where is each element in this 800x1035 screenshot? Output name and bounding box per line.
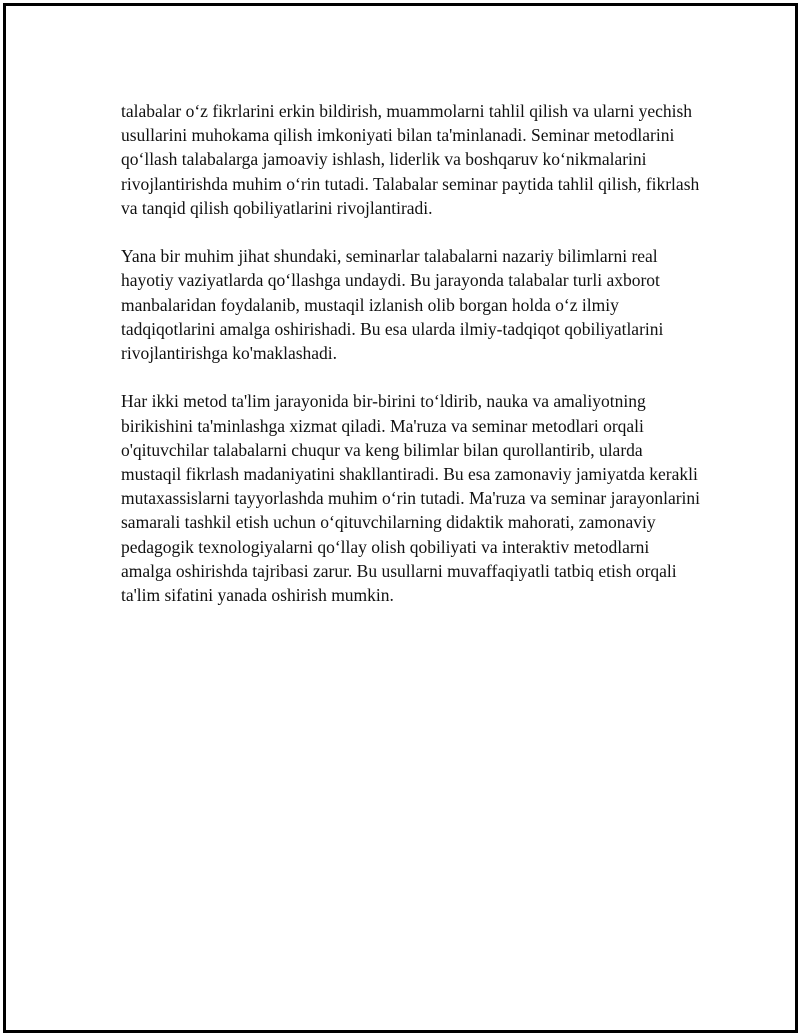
document-body [121,99,701,631]
paragraph-3: Har ikki metod ta'lim jarayonida bir-birini to‘ldirib, nauka va amaliyotning birikishini ta'minlashga xizmat qiladi. Ma'ruza va seminar metodlari orqali o'qituvchilar talabalarni chuqur va keng bilimlar bilan qurollantirib, ularda mustaqil fikrlash madaniyatini shakllantiradi. Bu esa zamonaviy jamiyatda kerakli mutaxassislarni tayyorlashda muhim o‘rin tutadi. Ma'ruza va seminar jarayonlarini samarali tashkil etish uchun o‘qituvchilarning didaktik mahorati, zamonaviy pedagogik texnologiyalarni qo‘llay olish qobiliyati va interaktiv metodlarni amalga oshirishda tajribasi zarur. Bu usullarni muvaffaqiyatli tatbiq etish orqali ta'lim sifatini yanada oshirish mumkin. [121,391,701,606]
paragraph-1: talabalar o‘z fikrlarini erkin bildirish, muammolarni tahlil qilish va ularni yechish usullarini muhokama qilish imkoniyati bilan ta'minlanadi. Seminar metodlarini qo‘llash talabalarga jamoaviy ishlash, liderlik va boshqaruv ko‘nikmalarini rivojlantirishda muhim o‘rin tutadi. Talabalar seminar paytida tahlil qilish, fikrlash va tanqid qilish qobiliyatlarini rivojlantiradi. [121,101,700,218]
paragraph-2: Yana bir muhim jihat shundaki, seminarlar talabalarni nazariy bilimlarni real hayotiy vaziyatlarda qo‘llashga undaydi. Bu jarayonda talabalar turli axborot manbalaridan foydalanib, mustaqil izlanish olib borgan holda o‘z ilmiy tadqiqotlarini amalga oshirishadi. Bu esa ularda ilmiy-tadqiqot qobiliyatlarini rivojlantirishga ko'maklashadi. [121,246,664,364]
page-frame [3,3,798,1033]
